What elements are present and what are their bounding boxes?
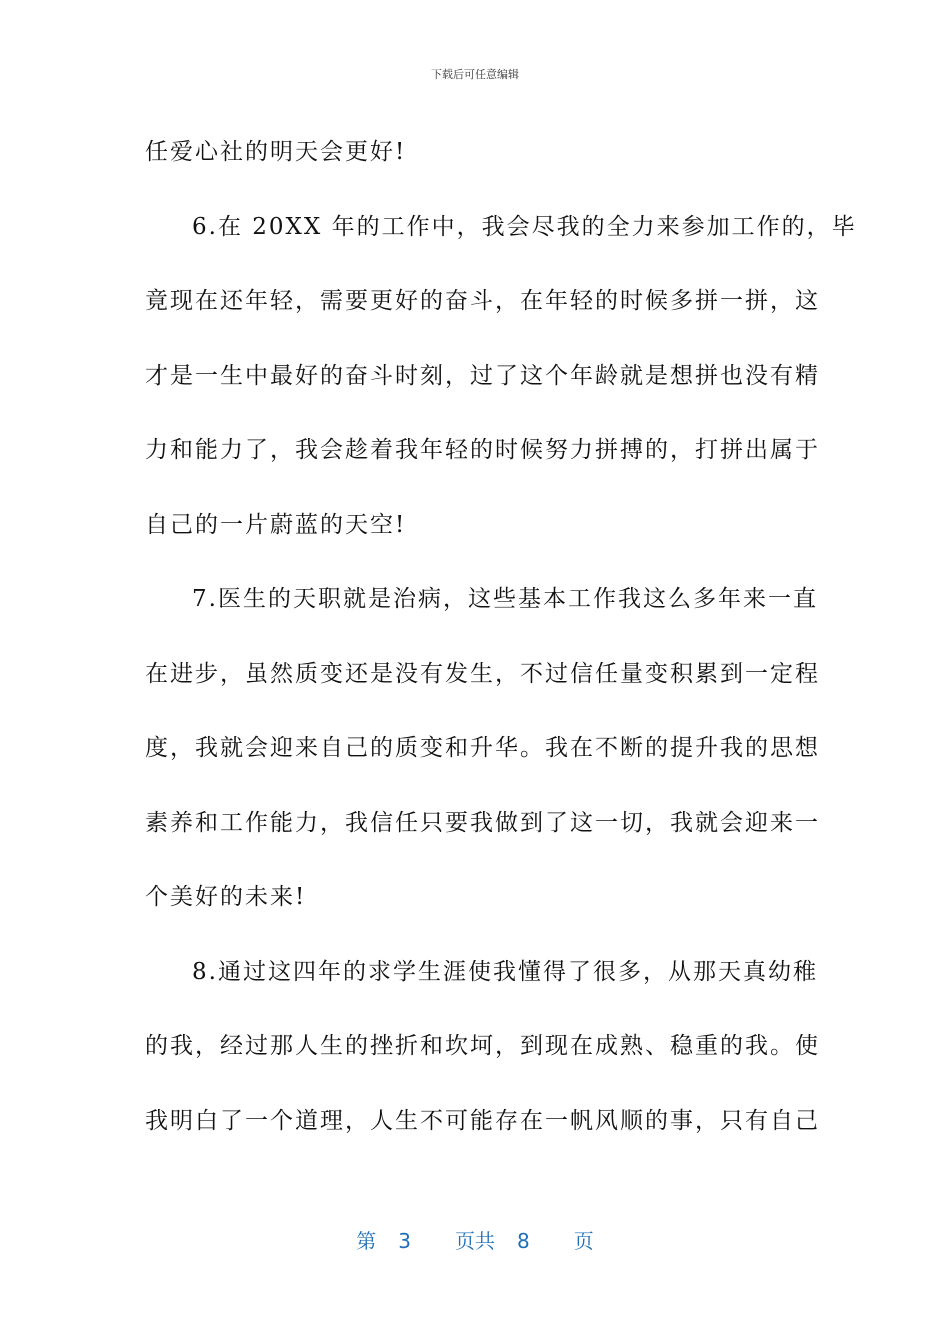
footer-label-of: 页共 [455,1229,495,1253]
footer-label-page: 第 [356,1229,377,1253]
text-line: 6.在 20XX 年的工作中，我会尽我的全力来参加工作的，毕 [192,213,857,240]
text-line: 才是一生中最好的奋斗时刻，过了这个年龄就是想拼也没有精 [145,362,820,389]
total-pages-number: 8 [517,1229,530,1253]
text-line: 我明白了一个道理，人生不可能存在一帆风顺的事，只有自己 [145,1107,820,1134]
footer-label-end: 页 [573,1229,594,1253]
text-line: 竟现在还年轻，需要更好的奋斗，在年轻的时候多拼一拼，这 [145,288,820,314]
text-line: 8.通过这四年的求学生涯使我懂得了很多，从那天真幼稚 [192,958,818,985]
text-line: 任爱心社的明天会更好! [145,139,407,165]
text-line: 的我，经过那人生的挫折和坎坷，到现在成熟、稳重的我。使 [145,1033,820,1059]
text-line: 7.医生的天职就是治病，这些基本工作我这么多年来一直 [192,586,818,612]
text-line: 素养和工作能力，我信任只要我做到了这一切，我就会迎来一 [145,809,820,836]
text-line: 力和能力了，我会趁着我年轻的时候努力拼搏的，打拼出属于 [145,437,820,463]
page-footer [0,1225,950,1254]
text-line: 度，我就会迎来自己的质变和升华。我在不断的提升我的思想 [145,735,820,761]
text-line: 个美好的未来! [145,884,307,910]
text-line: 自己的一片蔚蓝的天空! [145,511,407,538]
page-header: 下载后可任意编辑 [431,68,519,81]
document-body [145,115,857,1158]
current-page-number: 3 [398,1229,411,1253]
text-line: 在进步，虽然质变还是没有发生，不过信任量变积累到一定程 [145,660,820,687]
